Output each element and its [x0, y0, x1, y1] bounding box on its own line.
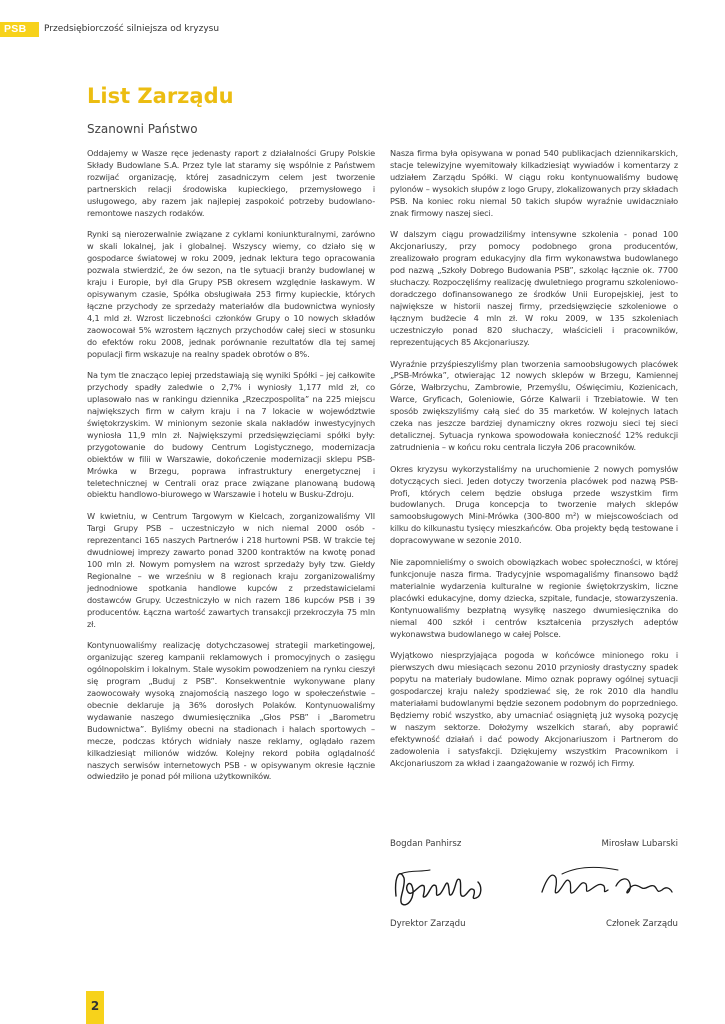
signature-left — [390, 856, 490, 916]
right-column — [390, 148, 678, 780]
signatory-name-left: Bogdan Panhirsz — [390, 839, 462, 849]
page-title: List Zarządu — [87, 84, 234, 108]
paragraph: Nasza firma była opisywana w ponad 540 publikacjach dziennikarskich, stacje telewizyjne wyemitowały kilkadziesiąt wywiadów i komentarzy z udziałem Zarządu Spółki. W ciągu roku kontynuowaliśmy budowę pylonów – wysokich słupów z logo Grupy, zlokalizowanych przy składach PSB. Na koniec roku niemal 50 takich słupów wyraźnie uwidaczniało znak firmowy naszej sieci. — [390, 148, 678, 218]
paragraph: Rynki są nierozerwalnie związane z cyklami koniunkturalnymi, zarówno w skali lokalnej, jak i globalnej. Wszyscy wiemy, co działo się w gospodarce światowej w roku 2009, jednak lektura tego opracowania pozwala stwierdzić, że ów sezon, na tle sytuacji branży budowlanej w kraju i Europie, był dla Grupy PSB okresem względnie łaskawym. W opisywanym czasie, Spółka obsługiwała 253 firmy kupieckie, których łączne przychody ze sprzedaży materiałów dla budownictwa wyniosły 4,1 mld zł. Wzrost liczebności członków Grupy o 10 nowych składów zaowocował 5% wzrostem łącznych przychodów całej sieci w stosunku do efektów roku 2008, jednak porównanie rezultatów dla tej samej populacji firm wskazuje na realny spadek obrotów o 8%. — [87, 229, 375, 359]
signature-right — [538, 856, 678, 916]
paragraph: W dalszym ciągu prowadziliśmy intensywne szkolenia - ponad 100 Akcjonariuszy, przy pomocy podobnego grona producentów, zrealizowało program edukacyjny dla firm wykonawstwa budowlanego pod nazwą „Szkoły Dobrego Budowania PSB”, szkoląc łącznie ok. 7700 słuchaczy. Rozpoczęliśmy realizację dwuletniego programu szkoleniowo-doradczego dofinansowanego ze środków Unii Europejskiej, jest to największe w historii naszej firmy, przedsięwzięcie szkoleniowe o łącznym budżecie 4 mln zł. W roku 2009, w 135 szkoleniach uczestniczyło ponad 820 słuchaczy, właścicieli i pracowników, reprezentujących 85 Akcjonariuszy. — [390, 229, 678, 347]
paragraph: Oddajemy w Wasze ręce jedenasty raport z działalności Grupy Polskie Składy Budowlane S.A. Przez tyle lat staramy się wspólnie z Państwem rozwijać organizację, której zasadniczym celem jest tworzenie partnerskich relacji środowiska kupieckiego, przemysłowego i usługowego, aby razem jak najlepiej zaspokoić potrzeby budowlano-remontowe naszych rodaków. — [87, 148, 375, 218]
left-column — [87, 148, 375, 793]
paragraph: Okres kryzysu wykorzystaliśmy na uruchomienie 2 nowych pomysłów dotyczących sieci. Jeden dotyczy tworzenia placówek pod nazwą PSB-Profi, których celem będzie obsługa przede wszystkim firm budowlanych. Druga koncepcja to tworzenie małych sklepów samoobsługowych Mini-Mrówka (300-800 m²) w miejscowościach od kilku do kilkunastu tysięcy mieszkańców. Oba projekty będą testowane i dopracowywane w sezonie 2010. — [390, 463, 678, 546]
greeting: Szanowni Państwo — [87, 122, 198, 136]
paragraph: W kwietniu, w Centrum Targowym w Kielcach, zorganizowaliśmy VII Targi Grupy PSB – uczestniczyło w nich niemal 2000 osób - reprezentanci 165 naszych Partnerów i 218 hurtowni PSB. W trakcie tej dwudniowej imprezy zawarto ponad 3200 kontraktów na kwotę ponad 100 mln zł. Nowym pomysłem na wzrost sprzedaży były tzw. Giełdy Regionalne – we wrześniu w 8 regionach kraju zorganizowaliśmy jednodniowe spotkania handlowe kupców z przedstawicielami dostawców Grupy. Uczestniczyło w nich razem 186 kupców PSB i 39 producentów. Łączna wartość zawartych transakcji przekroczyła 75 mln zł. — [87, 511, 375, 629]
page-number: 2 — [90, 999, 100, 1013]
page-number-badge — [86, 991, 104, 1024]
signature-block — [390, 838, 678, 928]
signatory-role-right: Członek Zarządu — [605, 919, 678, 929]
paragraph: Na tym tle znacząco lepiej przedstawiają się wyniki Spółki – jej całkowite przychody spadły zaledwie o 2,7% i wyniosły 1,177 mld zł, co uplasowało nas w rankingu dziennika „Rzeczpospolita” na 225 miejscu największych firm w całym kraju i na 7 lokacie w województwie świętokrzyskim. W minionym sezonie skala nakładów inwestycyjnych wyniosła 11,9 mln zł. Największymi przedsięwzięciami spółki były: przygotowanie do budowy Centrum Logistycznego, modernizacja obiektów w filii w Warszawie, dokończenie modernizacji sklepu PSB-Mrówka w Brzegu, poprawa infrastruktury energetycznej i teletechnicznej w Centrali oraz prace związane planowaną budową obiektu handlowo-biurowego w Warszawie i hotelu w Busku-Zdroju. — [87, 370, 375, 500]
paragraph: Wyjątkowo niesprzyjająca pogoda w końcówce minionego roku i pierwszych dwu miesiącach sezonu 2010 przyniosły drastyczny spadek popytu na materiały budowlane. Mimo oznak poprawy ogólnej sytuacji gospodarczej kraju należy spodziewać się, że rok 2010 dla handlu materiałami budowlanymi będzie sezonem podobnym do poprzedniego. Będziemy robić wszystko, aby umacniać osiągniętą już wysoką pozycję w naszym sektorze. Dołożymy wszelkich starań, aby poprawić efektywność działań i dać powody Akcjonariuszom i Partnerom do zadowolenia i satysfakcji. Dziękujemy wszystkim Pracownikom i Akcjonariuszom za wkład i zaangażowanie w rozwój ich Firmy. — [390, 650, 678, 768]
brand-badge — [0, 22, 39, 37]
signatory-name-right: Mirosław Lubarski — [601, 839, 678, 849]
signatory-role-left: Dyrektor Zarządu — [390, 919, 466, 929]
section-title: Przedsiębiorczość silniejsza od kryzysu — [44, 24, 220, 34]
header-bar — [0, 0, 725, 34]
paragraph: Wyraźnie przyśpieszyliśmy plan tworzenia samoobsługowych placówek „PSB-Mrówka”, otwierając 12 nowych sklepów w Brzegu, Kamiennej Górze, Wałbrzychu, Zambrowie, Przemyślu, Oświęcimiu, Kozienicach, Warce, Gryficach, Goleniowie, Górze Kalwarii i Trzebiatowie. W ten sposób zwiększyliśmy całą sieć do 35 marketów. W kolejnych latach czeka nas jeszcze bardziej dynamiczny okres rozwoju sieci tej sieci detalicznej. Sytuacja rynkowa spowodowała konieczność 12% redukcji zatrudnienia – w końcu roku centrala liczyła 206 pracowników. — [390, 358, 678, 452]
brand-logo-text: PSB — [4, 23, 27, 35]
paragraph: Nie zapomnieliśmy o swoich obowiązkach wobec społeczności, w której funkcjonuje nasza firma. Tradycyjnie wspomagaliśmy finansowo bądź materialnie wydarzenia kulturalne w regionie świętokrzyskim, liczne placówki edukacyjne, domy dziecka, szpitale, fundacje, stowarzyszenia. Kontynuowaliśmy bezpłatną wysyłkę naszego dwumiesięcznika do niemal 400 szkół i centrów kształcenia przyszłych adeptów wykonawstwa budowlanego w całej Polsce. — [390, 557, 678, 639]
paragraph: Kontynuowaliśmy realizację dotychczasowej strategii marketingowej, organizując szereg kampanii reklamowych i promocyjnych o zasięgu ogólnopolskim i lokalnym. Stale wysokim powodzeniem na rynku cieszył się program „Buduj z PSB”. Konsekwentnie wykonywane plany zaowocowały wysoką znajomością naszego logo w społeczeństwie – obecnie deklaruje ją 36% dorosłych Polaków. Kontynuowaliśmy wydawanie naszego dwumiesięcznika „Głos PSB” i „Barometru Budownictwa”. Byliśmy obecni na stadionach i halach sportowych – mecze, podczas których widniały nasze reklamy, oglądało razem kilkadziesiąt milionów widzów. Kolejny rekord pobiła oglądalność naszych serwisów internetowych PSB - w opisywanym okresie łącznie odwiedziło je ponad pół miliona użytkowników. — [87, 640, 375, 782]
